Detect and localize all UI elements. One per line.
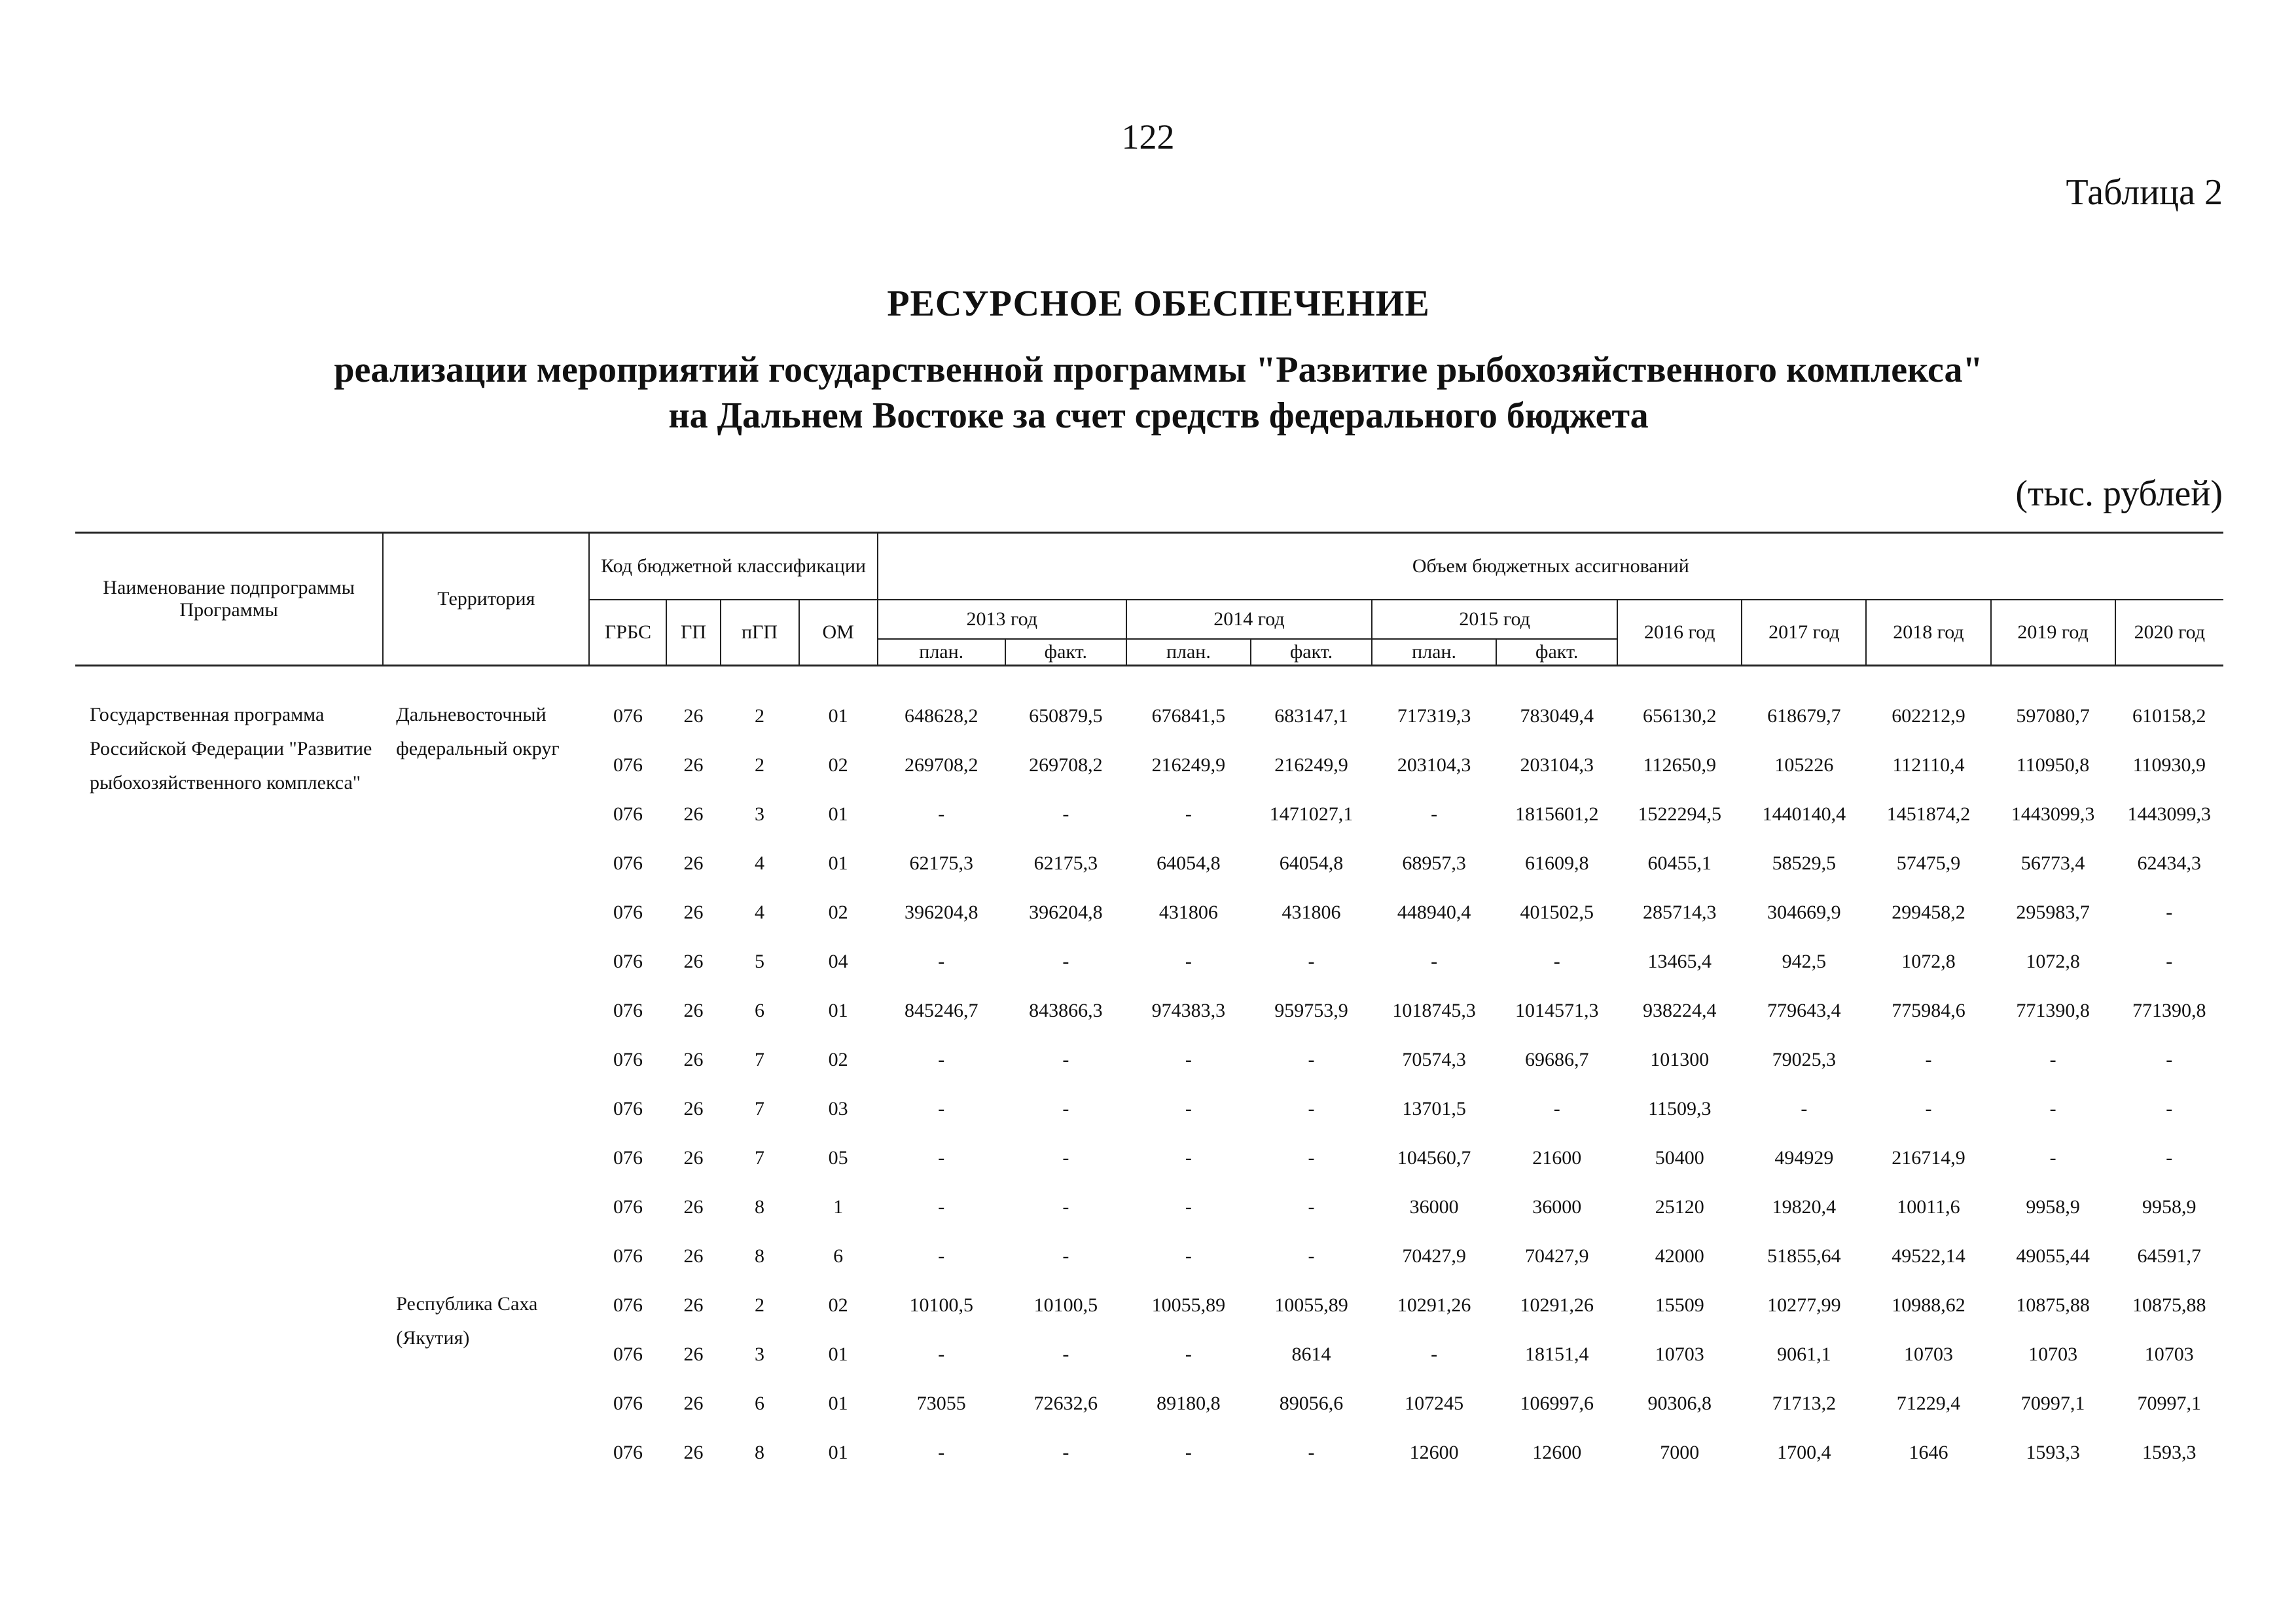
cell-fact-2013: 62175,3 bbox=[1033, 852, 1098, 874]
cell-2017: 779643,4 bbox=[1767, 999, 1841, 1021]
cell-2016: 101300 bbox=[1650, 1048, 1710, 1070]
header-fact-2015: факт. bbox=[1496, 639, 1617, 666]
cell-2018: 10988,62 bbox=[1892, 1294, 1965, 1316]
cell-grbs: 076 bbox=[613, 1245, 643, 1267]
cell-fact-2014: - bbox=[1308, 1097, 1315, 1120]
cell-2020: 1443099,3 bbox=[2127, 803, 2212, 825]
cell-2020: - bbox=[2166, 901, 2173, 923]
cell-2018: 112110,4 bbox=[1892, 754, 1965, 776]
cell-pgp: 4 bbox=[755, 901, 765, 923]
cell-fact-2015: 12600 bbox=[1532, 1441, 1582, 1463]
cell-plan-2014: 89180,8 bbox=[1157, 1392, 1221, 1414]
cell-2016: 60455,1 bbox=[1647, 852, 1712, 874]
table-header bbox=[75, 533, 2223, 666]
cell-fact-2015: 10291,26 bbox=[1520, 1294, 1594, 1316]
cell-2016: 1522294,5 bbox=[1638, 803, 1722, 825]
cell-grbs: 076 bbox=[613, 999, 643, 1021]
subtitle-line-2: на Дальнем Востоке за счет средств федерального бюджета bbox=[668, 395, 1649, 436]
cell-2016: 112650,9 bbox=[1643, 754, 1716, 776]
cell-plan-2013: 269708,2 bbox=[904, 754, 978, 776]
document-title: РЕСУРСНОЕ ОБЕСПЕЧЕНИЕ bbox=[887, 283, 1430, 324]
cell-plan-2014: 974383,3 bbox=[1151, 999, 1226, 1021]
cell-2018: 602212,9 bbox=[1892, 704, 1965, 727]
cell-grbs: 076 bbox=[613, 1146, 643, 1169]
cell-2017: 10277,99 bbox=[1767, 1294, 1841, 1316]
cell-plan-2014: - bbox=[1185, 950, 1192, 972]
cell-fact-2013: 269708,2 bbox=[1029, 754, 1103, 776]
cell-om: 01 bbox=[828, 1441, 848, 1463]
cell-fact-2013: - bbox=[1062, 1245, 1069, 1267]
cell-2018: 775984,6 bbox=[1892, 999, 1965, 1021]
cell-fact-2013: - bbox=[1062, 1146, 1069, 1169]
cell-2020: - bbox=[2166, 1097, 2173, 1120]
cell-plan-2015: 12600 bbox=[1409, 1441, 1459, 1463]
cell-plan-2014: - bbox=[1185, 1441, 1192, 1463]
cell-2020: 10703 bbox=[2144, 1343, 2194, 1365]
cell-fact-2014: 64054,8 bbox=[1279, 852, 1344, 874]
header-plan-2015: план. bbox=[1372, 639, 1496, 666]
cell-pgp: 3 bbox=[755, 1343, 765, 1365]
cell-plan-2014: - bbox=[1185, 1146, 1192, 1169]
header-plan-2013: план. bbox=[878, 639, 1005, 666]
cell-plan-2014: 64054,8 bbox=[1157, 852, 1221, 874]
cell-plan-2015: 70574,3 bbox=[1402, 1048, 1466, 1070]
units-label: (тыс. рублей) bbox=[2015, 473, 2223, 514]
header-year-2014: 2014 год bbox=[1126, 600, 1372, 639]
cell-plan-2013: - bbox=[938, 950, 945, 972]
cell-2018: 71229,4 bbox=[1896, 1392, 1961, 1414]
cell-fact-2013: - bbox=[1062, 1195, 1069, 1218]
header-year-2013: 2013 год bbox=[878, 600, 1126, 639]
table-label: Таблица 2 bbox=[2066, 172, 2223, 213]
cell-pgp: 5 bbox=[755, 950, 765, 972]
cell-2020: 110930,9 bbox=[2132, 754, 2206, 776]
cell-fact-2015: 401502,5 bbox=[1520, 901, 1594, 923]
header-om: ОМ bbox=[799, 600, 878, 666]
cell-2018: 10703 bbox=[1903, 1343, 1953, 1365]
cell-2019: - bbox=[2049, 1048, 2056, 1070]
cell-2017: 618679,7 bbox=[1767, 704, 1841, 727]
territory-cell: Дальневосточный федеральный округ bbox=[396, 704, 560, 759]
cell-fact-2015: - bbox=[1553, 1097, 1560, 1120]
cell-pgp: 7 bbox=[755, 1097, 765, 1120]
cell-2018: 1646 bbox=[1909, 1441, 1948, 1463]
cell-plan-2014: - bbox=[1185, 1195, 1192, 1218]
cell-2020: 771390,8 bbox=[2132, 999, 2206, 1021]
cell-plan-2014: 216249,9 bbox=[1151, 754, 1226, 776]
cell-2020: 1593,3 bbox=[2142, 1441, 2197, 1463]
cell-gp: 26 bbox=[683, 1195, 704, 1218]
table-body bbox=[75, 666, 2223, 1478]
cell-2016: 90306,8 bbox=[1647, 1392, 1712, 1414]
cell-fact-2013: 396204,8 bbox=[1029, 901, 1103, 923]
cell-fact-2014: - bbox=[1308, 1441, 1315, 1463]
cell-gp: 26 bbox=[683, 901, 704, 923]
cell-plan-2014: - bbox=[1185, 1048, 1192, 1070]
cell-plan-2015: 203104,3 bbox=[1397, 754, 1471, 776]
cell-plan-2015: 13701,5 bbox=[1402, 1097, 1466, 1120]
cell-2016: 11509,3 bbox=[1648, 1097, 1712, 1120]
cell-fact-2015: 106997,6 bbox=[1520, 1392, 1594, 1414]
table-row bbox=[75, 691, 2223, 740]
cell-2019: - bbox=[2049, 1146, 2056, 1169]
cell-pgp: 4 bbox=[755, 852, 765, 874]
cell-plan-2015: 448940,4 bbox=[1397, 901, 1471, 923]
cell-fact-2013: 72632,6 bbox=[1033, 1392, 1098, 1414]
header-fact-2013: факт. bbox=[1005, 639, 1126, 666]
cell-fact-2013: - bbox=[1062, 1048, 1069, 1070]
cell-gp: 26 bbox=[683, 1392, 704, 1414]
cell-gp: 26 bbox=[683, 1441, 704, 1463]
budget-table bbox=[75, 532, 2223, 1477]
header-grbs: ГРБС bbox=[589, 600, 666, 666]
cell-plan-2014: - bbox=[1185, 1097, 1192, 1120]
cell-grbs: 076 bbox=[613, 704, 643, 727]
header-year-2016: 2016 год bbox=[1617, 600, 1742, 666]
cell-pgp: 2 bbox=[755, 754, 765, 776]
cell-fact-2013: 650879,5 bbox=[1029, 704, 1103, 727]
cell-2019: 771390,8 bbox=[2016, 999, 2090, 1021]
cell-plan-2014: 676841,5 bbox=[1151, 704, 1226, 727]
cell-plan-2013: - bbox=[938, 803, 945, 825]
cell-fact-2015: 70427,9 bbox=[1524, 1245, 1589, 1267]
cell-plan-2013: 648628,2 bbox=[904, 704, 978, 727]
cell-pgp: 8 bbox=[755, 1195, 765, 1218]
cell-plan-2015: 10291,26 bbox=[1397, 1294, 1471, 1316]
cell-om: 01 bbox=[828, 1343, 848, 1365]
cell-om: 01 bbox=[828, 803, 848, 825]
cell-2019: 49055,44 bbox=[2016, 1245, 2090, 1267]
cell-2016: 7000 bbox=[1660, 1441, 1700, 1463]
cell-plan-2014: 10055,89 bbox=[1151, 1294, 1226, 1316]
header-territory: Территория bbox=[383, 533, 589, 666]
cell-2017: 19820,4 bbox=[1772, 1195, 1837, 1218]
cell-2020: 62434,3 bbox=[2137, 852, 2202, 874]
cell-gp: 26 bbox=[683, 704, 704, 727]
cell-fact-2013: - bbox=[1062, 950, 1069, 972]
cell-plan-2013: - bbox=[938, 1097, 945, 1120]
cell-plan-2013: - bbox=[938, 1195, 945, 1218]
cell-plan-2015: 36000 bbox=[1409, 1195, 1459, 1218]
cell-fact-2015: 1815601,2 bbox=[1515, 803, 1599, 825]
cell-2019: 110950,8 bbox=[2016, 754, 2090, 776]
cell-plan-2014: - bbox=[1185, 803, 1192, 825]
cell-2020: 9958,9 bbox=[2142, 1195, 2197, 1218]
cell-2017: 105226 bbox=[1774, 754, 1834, 776]
cell-fact-2014: 683147,1 bbox=[1274, 704, 1348, 727]
header-fact-2014: факт. bbox=[1251, 639, 1372, 666]
cell-2020: 10875,88 bbox=[2132, 1294, 2206, 1316]
cell-2016: 50400 bbox=[1655, 1146, 1704, 1169]
cell-2018: 10011,6 bbox=[1897, 1195, 1960, 1218]
cell-plan-2014: - bbox=[1185, 1343, 1192, 1365]
cell-2018: 216714,9 bbox=[1892, 1146, 1965, 1169]
cell-pgp: 2 bbox=[755, 704, 765, 727]
table-row bbox=[75, 1281, 2223, 1330]
cell-2020: - bbox=[2166, 950, 2173, 972]
cell-plan-2013: - bbox=[938, 1441, 945, 1463]
cell-fact-2015: 69686,7 bbox=[1524, 1048, 1589, 1070]
cell-fact-2014: 216249,9 bbox=[1274, 754, 1348, 776]
cell-grbs: 076 bbox=[613, 950, 643, 972]
cell-2020: 70997,1 bbox=[2137, 1392, 2202, 1414]
header-year-2015: 2015 год bbox=[1372, 600, 1617, 639]
cell-2018: 57475,9 bbox=[1896, 852, 1961, 874]
cell-2016: 13465,4 bbox=[1647, 950, 1712, 972]
cell-grbs: 076 bbox=[613, 852, 643, 874]
cell-2019: 56773,4 bbox=[2020, 852, 2085, 874]
cell-plan-2015: 107245 bbox=[1405, 1392, 1464, 1414]
cell-fact-2015: 1014571,3 bbox=[1515, 999, 1599, 1021]
cell-om: 01 bbox=[828, 704, 848, 727]
cell-fact-2013: - bbox=[1062, 1097, 1069, 1120]
cell-2019: 9958,9 bbox=[2026, 1195, 2080, 1218]
cell-2017: 58529,5 bbox=[1772, 852, 1837, 874]
header-program-name: Наименование подпрограммы Программы bbox=[75, 533, 383, 666]
cell-fact-2014: - bbox=[1308, 1245, 1315, 1267]
cell-2017: - bbox=[1801, 1097, 1808, 1120]
cell-2017: 1440140,4 bbox=[1762, 803, 1846, 825]
territory-cell: Республика Саха (Якутия) bbox=[396, 1293, 538, 1349]
cell-om: 03 bbox=[828, 1097, 848, 1120]
cell-om: 6 bbox=[833, 1245, 844, 1267]
cell-2020: 64591,7 bbox=[2137, 1245, 2202, 1267]
cell-fact-2015: 21600 bbox=[1532, 1146, 1582, 1169]
header-volume-group: Объем бюджетных ассигнований bbox=[878, 533, 2223, 600]
cell-gp: 26 bbox=[683, 1294, 704, 1316]
cell-plan-2013: 396204,8 bbox=[904, 901, 978, 923]
cell-2016: 42000 bbox=[1655, 1245, 1704, 1267]
program-name-cell: Государственная программа Российской Федерации "Развитие рыбохозяйственного комплекса" bbox=[90, 704, 372, 793]
cell-2017: 494929 bbox=[1774, 1146, 1834, 1169]
cell-fact-2013: 10100,5 bbox=[1033, 1294, 1098, 1316]
cell-om: 01 bbox=[828, 999, 848, 1021]
cell-grbs: 076 bbox=[613, 1343, 643, 1365]
cell-plan-2015: - bbox=[1431, 803, 1438, 825]
cell-plan-2013: 73055 bbox=[916, 1392, 966, 1414]
cell-2017: 9061,1 bbox=[1777, 1343, 1831, 1365]
cell-om: 04 bbox=[828, 950, 848, 972]
cell-2018: - bbox=[1925, 1097, 1932, 1120]
cell-2016: 10703 bbox=[1655, 1343, 1704, 1365]
cell-2019: 10875,88 bbox=[2016, 1294, 2090, 1316]
cell-2017: 71713,2 bbox=[1772, 1392, 1837, 1414]
cell-fact-2015: 36000 bbox=[1532, 1195, 1582, 1218]
cell-plan-2013: - bbox=[938, 1048, 945, 1070]
cell-plan-2013: - bbox=[938, 1245, 945, 1267]
cell-gp: 26 bbox=[683, 999, 704, 1021]
cell-fact-2015: 18151,4 bbox=[1524, 1343, 1589, 1365]
cell-plan-2014: - bbox=[1185, 1245, 1192, 1267]
cell-plan-2013: - bbox=[938, 1343, 945, 1365]
cell-plan-2015: 70427,9 bbox=[1402, 1245, 1466, 1267]
cell-plan-2013: 62175,3 bbox=[909, 852, 973, 874]
cell-plan-2015: - bbox=[1431, 1343, 1438, 1365]
cell-om: 01 bbox=[828, 1392, 848, 1414]
cell-fact-2014: 1471027,1 bbox=[1269, 803, 1354, 825]
cell-2016: 938224,4 bbox=[1643, 999, 1717, 1021]
cell-2017: 304669,9 bbox=[1767, 901, 1841, 923]
cell-fact-2013: - bbox=[1062, 803, 1069, 825]
cell-2016: 285714,3 bbox=[1643, 901, 1717, 923]
cell-2019: 10703 bbox=[2028, 1343, 2078, 1365]
header-year-2020: 2020 год bbox=[2115, 600, 2223, 666]
cell-pgp: 8 bbox=[755, 1441, 765, 1463]
cell-grbs: 076 bbox=[613, 803, 643, 825]
cell-om: 1 bbox=[833, 1195, 844, 1218]
cell-plan-2015: 68957,3 bbox=[1402, 852, 1466, 874]
cell-2016: 15509 bbox=[1655, 1294, 1704, 1316]
cell-gp: 26 bbox=[683, 1343, 704, 1365]
cell-grbs: 076 bbox=[613, 754, 643, 776]
cell-pgp: 6 bbox=[755, 999, 765, 1021]
cell-gp: 26 bbox=[683, 1146, 704, 1169]
cell-fact-2013: 843866,3 bbox=[1029, 999, 1103, 1021]
subtitle-line-1: реализации мероприятий государственной программы "Развитие рыбохозяйственного комплекса" bbox=[334, 350, 1983, 390]
cell-2017: 942,5 bbox=[1782, 950, 1827, 972]
cell-2016: 656130,2 bbox=[1643, 704, 1717, 727]
cell-2017: 79025,3 bbox=[1772, 1048, 1837, 1070]
page-number: 122 bbox=[1121, 117, 1175, 156]
header-pgp: пГП bbox=[721, 600, 799, 666]
cell-pgp: 3 bbox=[755, 803, 765, 825]
cell-om: 05 bbox=[828, 1146, 848, 1169]
cell-gp: 26 bbox=[683, 1097, 704, 1120]
cell-fact-2014: 959753,9 bbox=[1274, 999, 1348, 1021]
cell-gp: 26 bbox=[683, 754, 704, 776]
cell-plan-2013: 10100,5 bbox=[909, 1294, 973, 1316]
cell-fact-2014: - bbox=[1308, 1146, 1315, 1169]
cell-pgp: 2 bbox=[755, 1294, 765, 1316]
cell-2020: - bbox=[2166, 1146, 2173, 1169]
cell-gp: 26 bbox=[683, 803, 704, 825]
cell-fact-2014: 8614 bbox=[1291, 1343, 1331, 1365]
cell-2020: 610158,2 bbox=[2132, 704, 2206, 727]
cell-grbs: 076 bbox=[613, 1392, 643, 1414]
header-plan-2014: план. bbox=[1126, 639, 1251, 666]
cell-fact-2014: - bbox=[1308, 1195, 1315, 1218]
cell-plan-2015: 1018745,3 bbox=[1392, 999, 1476, 1021]
cell-plan-2015: 717319,3 bbox=[1397, 704, 1471, 727]
cell-grbs: 076 bbox=[613, 1294, 643, 1316]
cell-fact-2013: - bbox=[1062, 1343, 1069, 1365]
cell-fact-2015: 203104,3 bbox=[1520, 754, 1594, 776]
cell-plan-2015: 104560,7 bbox=[1397, 1146, 1471, 1169]
cell-2018: 1072,8 bbox=[1901, 950, 1956, 972]
cell-pgp: 7 bbox=[755, 1146, 765, 1169]
cell-fact-2014: - bbox=[1308, 950, 1315, 972]
header-gp: ГП bbox=[666, 600, 720, 666]
cell-plan-2013: - bbox=[938, 1146, 945, 1169]
cell-om: 01 bbox=[828, 852, 848, 874]
header-year-2018: 2018 год bbox=[1866, 600, 1990, 666]
cell-2018: 49522,14 bbox=[1892, 1245, 1965, 1267]
cell-fact-2013: - bbox=[1062, 1441, 1069, 1463]
cell-om: 02 bbox=[828, 901, 848, 923]
cell-gp: 26 bbox=[683, 1048, 704, 1070]
cell-2017: 51855,64 bbox=[1767, 1245, 1841, 1267]
cell-2019: 70997,1 bbox=[2020, 1392, 2085, 1414]
cell-fact-2014: - bbox=[1308, 1048, 1315, 1070]
cell-gp: 26 bbox=[683, 1245, 704, 1267]
cell-om: 02 bbox=[828, 754, 848, 776]
cell-2019: 597080,7 bbox=[2016, 704, 2090, 727]
cell-gp: 26 bbox=[683, 950, 704, 972]
cell-om: 02 bbox=[828, 1294, 848, 1316]
cell-2018: 299458,2 bbox=[1892, 901, 1965, 923]
cell-pgp: 6 bbox=[755, 1392, 765, 1414]
cell-2017: 1700,4 bbox=[1777, 1441, 1831, 1463]
cell-gp: 26 bbox=[683, 852, 704, 874]
cell-fact-2015: 61609,8 bbox=[1524, 852, 1589, 874]
cell-2019: 1072,8 bbox=[2026, 950, 2080, 972]
cell-fact-2014: 89056,6 bbox=[1279, 1392, 1344, 1414]
cell-2019: 1593,3 bbox=[2026, 1441, 2080, 1463]
cell-2016: 25120 bbox=[1655, 1195, 1704, 1218]
cell-fact-2014: 431806 bbox=[1282, 901, 1341, 923]
cell-fact-2014: 10055,89 bbox=[1274, 1294, 1348, 1316]
cell-fact-2015: - bbox=[1553, 950, 1560, 972]
cell-grbs: 076 bbox=[613, 1048, 643, 1070]
cell-2019: - bbox=[2049, 1097, 2056, 1120]
cell-grbs: 076 bbox=[613, 901, 643, 923]
header-year-2019: 2019 год bbox=[1991, 600, 2115, 666]
cell-grbs: 076 bbox=[613, 1195, 643, 1218]
cell-2019: 295983,7 bbox=[2016, 901, 2090, 923]
cell-fact-2015: 783049,4 bbox=[1520, 704, 1594, 727]
cell-om: 02 bbox=[828, 1048, 848, 1070]
cell-2019: 1443099,3 bbox=[2011, 803, 2095, 825]
cell-grbs: 076 bbox=[613, 1441, 643, 1463]
cell-2020: - bbox=[2166, 1048, 2173, 1070]
cell-plan-2013: 845246,7 bbox=[904, 999, 978, 1021]
cell-2018: 1451874,2 bbox=[1886, 803, 1971, 825]
cell-2018: - bbox=[1925, 1048, 1932, 1070]
header-year-2017: 2017 год bbox=[1742, 600, 1866, 666]
cell-grbs: 076 bbox=[613, 1097, 643, 1120]
document-subtitle bbox=[0, 347, 2296, 439]
cell-plan-2015: - bbox=[1431, 950, 1438, 972]
cell-pgp: 8 bbox=[755, 1245, 765, 1267]
header-code-group: Код бюджетной классификации bbox=[589, 533, 877, 600]
cell-plan-2014: 431806 bbox=[1158, 901, 1218, 923]
cell-pgp: 7 bbox=[755, 1048, 765, 1070]
